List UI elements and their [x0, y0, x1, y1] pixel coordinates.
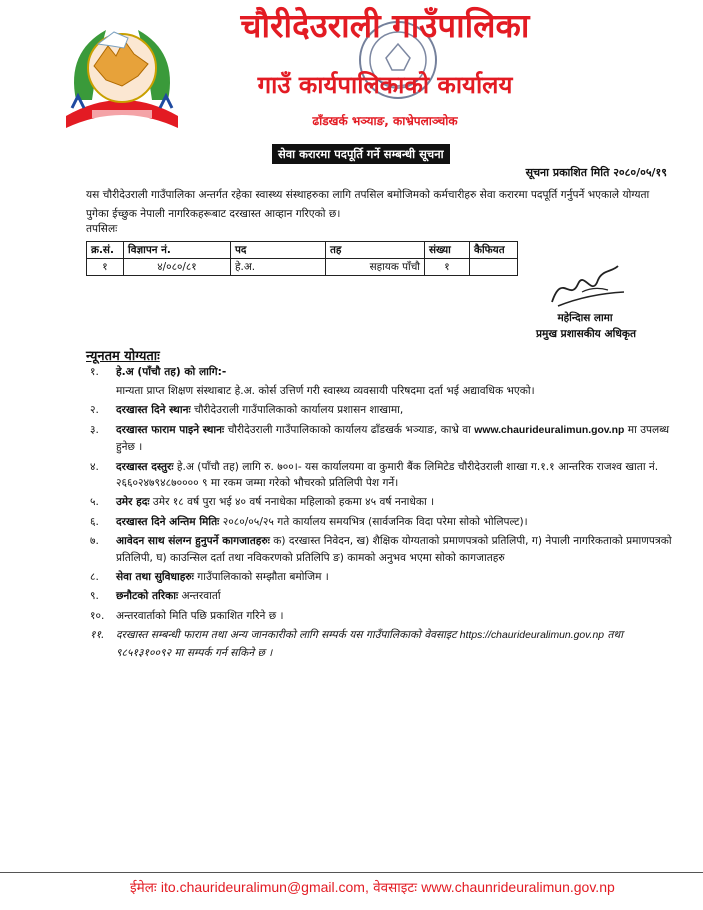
footer-divider: [0, 872, 703, 873]
item-number: ११.: [90, 629, 105, 642]
item-text: अन्तरवार्ताको मिति पछि प्रकाशित गरिने छ ।: [116, 609, 284, 622]
office-name: गाउँ कार्यपालिकाको कार्यालय: [257, 70, 513, 99]
item-number: ९.: [90, 590, 99, 603]
list-item: [86, 402, 676, 418]
item-text: उमेर १८ वर्ष पुरा भई ४० वर्ष ननाधेका महिलाको हकमा ४५ वर्ष ननाधेका ।: [149, 496, 435, 509]
table-header-cell: संख्या: [425, 242, 470, 259]
item-label: हे.अ (पाँचौ तह) को लागि:-: [116, 366, 227, 378]
table-cell-post: हे.अ.: [231, 259, 326, 276]
footer-website-link[interactable]: www.chaunrideuralimun.gov.np: [421, 879, 615, 895]
table-cell-sn: १: [87, 259, 124, 276]
table-header-cell: कैफियत: [470, 242, 518, 259]
table-cell-level: सहायक पाँचौ: [326, 259, 425, 276]
signature-icon: [548, 262, 628, 312]
item-label: आवेदन साथ संलग्न हुनुपर्ने कागजातहरुः: [116, 535, 270, 548]
table-row: [87, 259, 518, 276]
table-header-row: [87, 242, 518, 259]
item-number: २.: [90, 404, 99, 417]
list-item: [86, 459, 676, 492]
intro-paragraph: यस चौरीदेउराली गाउँपालिका अन्तर्गत रहेका स्वास्थ्य संस्थाहरुका लागि तपसिल बमोजिमको कर्मचारीहरु सेवा करारमा पदपूर्ति गर्नुपर्ने भएकाले योग्यता पुगेका ईच्छुक नेपाली नागरिकहरूबाट दरखास्त आव्हान गरिएको छ।: [86, 189, 650, 220]
item-number: ५.: [90, 496, 99, 509]
office-address: ढाँडखर्क भञ्याङ, काभ्रेपलाञ्चोक: [312, 114, 458, 128]
item-sub-text: मान्यता प्राप्त शिक्षण संस्थाबाट हे.अ. कोर्स उत्तिर्ण गरी स्वास्थ्य व्यवसायी परिषदमा दर्ता भई अद्यावधिक भएको।: [116, 385, 535, 398]
item-number: ६.: [90, 515, 99, 528]
table-header-cell: विज्ञापन नं.: [124, 242, 231, 259]
list-item: [86, 494, 676, 510]
item-text: गाउँपालिकाको सम्झौता बमोजिम ।: [193, 571, 329, 584]
list-item: [86, 364, 676, 380]
website-label: वेवसाइटः: [373, 880, 417, 896]
item-text: मा उपलब्ध हुनेछ ।: [116, 423, 670, 454]
list-heading: तपसिलः: [86, 223, 118, 235]
item-number: १.: [90, 366, 99, 378]
list-item: [86, 627, 676, 661]
list-item: [86, 608, 676, 624]
item-label: दरखास्त दस्तुरः: [116, 460, 174, 473]
published-date: सूचना प्रकाशित मिति २०८०/०५/१९: [525, 166, 667, 179]
qualifications-heading: न्यूनतम योग्यताः: [86, 349, 160, 364]
item-text: चौरीदेउराली गाउँपालिकाको कार्यालय प्रशासन शाखामा,: [190, 404, 404, 417]
item-number: ७.: [90, 535, 99, 548]
item-label: उमेर हदः: [116, 496, 150, 509]
vacancy-table: [86, 241, 518, 276]
item-number: ४.: [90, 460, 99, 473]
website-link[interactable]: www.chaurideuralimun.gov.np: [474, 424, 625, 436]
item-number: १०.: [90, 609, 105, 622]
item-label: छनौटको तरिकाः: [116, 590, 179, 603]
list-item: [86, 569, 676, 585]
item-number: ३.: [90, 423, 99, 436]
organization-name: चौरीदेउराली गाउँपालिका: [240, 6, 530, 45]
table-header-cell: क्र.सं.: [87, 242, 124, 259]
item-text: २०८०/०५/२५ गते कार्यालय समयभित्र (सार्वजनिक विदा परेमा सोको भोलिपल्ट)।: [219, 515, 528, 528]
table-header-cell: पद: [231, 242, 326, 259]
list-item: [86, 422, 676, 456]
list-item: [86, 533, 676, 566]
list-item: [86, 588, 676, 604]
notice-title: सेवा करारमा पदपूर्ति गर्ने सम्बन्धी सूचना: [272, 144, 450, 164]
item-text: दरखास्त सम्बन्धी फाराम तथा अन्य जानकारीको लागि सम्पर्क यस गाउँपालिकाको वेवसाइट: [116, 629, 460, 642]
item-text: हे.अ (पाँचौ तह) लागि रु. ७००।- यस कार्यालयमा वा कुमारी बैंक लिमिटेड चौरीदेउराली शाखा ग.१.१ आन्तरिक राजश्व खाता नं. २६६०२४७९४८७०००० ९ मा रकम जम्मा गरेको भौचरको प्रतिलिपी पेश गर्ने।: [116, 460, 659, 490]
item-label: सेवा तथा सुविधाहरुः: [116, 571, 194, 584]
nepal-emblem-icon: [58, 12, 186, 134]
item-label: दरखास्त फाराम पाइने स्थानः: [116, 423, 225, 436]
table-header-cell: तह: [326, 242, 425, 259]
email-label: ईमेलः: [130, 880, 157, 896]
item-number: ८.: [90, 571, 99, 584]
item-text: चौरीदेउराली गाउँपालिकाको कार्यालय ढाँडखर्क भञ्याङ, काभ्रे वा: [224, 423, 475, 436]
item-text: तथा ९८५१३१००९२ मा सम्पर्क गर्न सकिने छ ।: [116, 629, 623, 659]
table-cell-ad-number: ४/०८०/८१: [124, 259, 231, 276]
table-cell-remarks: [470, 259, 518, 276]
footer-contact: [130, 878, 615, 896]
list-item: [86, 514, 676, 530]
qualifications-list: [86, 364, 676, 664]
item-text: क) दरखास्त निवेदन, ख) शैक्षिक योग्यताको प्रमाणपत्रको प्रतिलिपी, ग) नेपाली नागरिकताको प्रमाणपत्रको प्रतिलिपी, घ) काउन्सिल दर्ता तथा नविकरणको प्रतिलिपि ङ) कामको अनुभव भएमा सोको कागजातहरु: [116, 535, 672, 564]
website-link[interactable]: https://chaurideuralimun.gov.np: [459, 630, 605, 642]
table-cell-count: १: [425, 259, 470, 276]
signatory-title: प्रमुख प्रशासकीय अधिकृत: [535, 328, 637, 340]
email-link[interactable]: ito.chaurideuralimun@gmail.com,: [160, 879, 369, 895]
item-text: अन्तरवार्ता: [178, 590, 221, 603]
signatory-name: महेन्दिास लामा: [557, 312, 613, 324]
item-label: दरखास्त दिने स्थानः: [116, 404, 191, 417]
item-label: दरखास्त दिने अन्तिम मितिः: [116, 515, 220, 528]
